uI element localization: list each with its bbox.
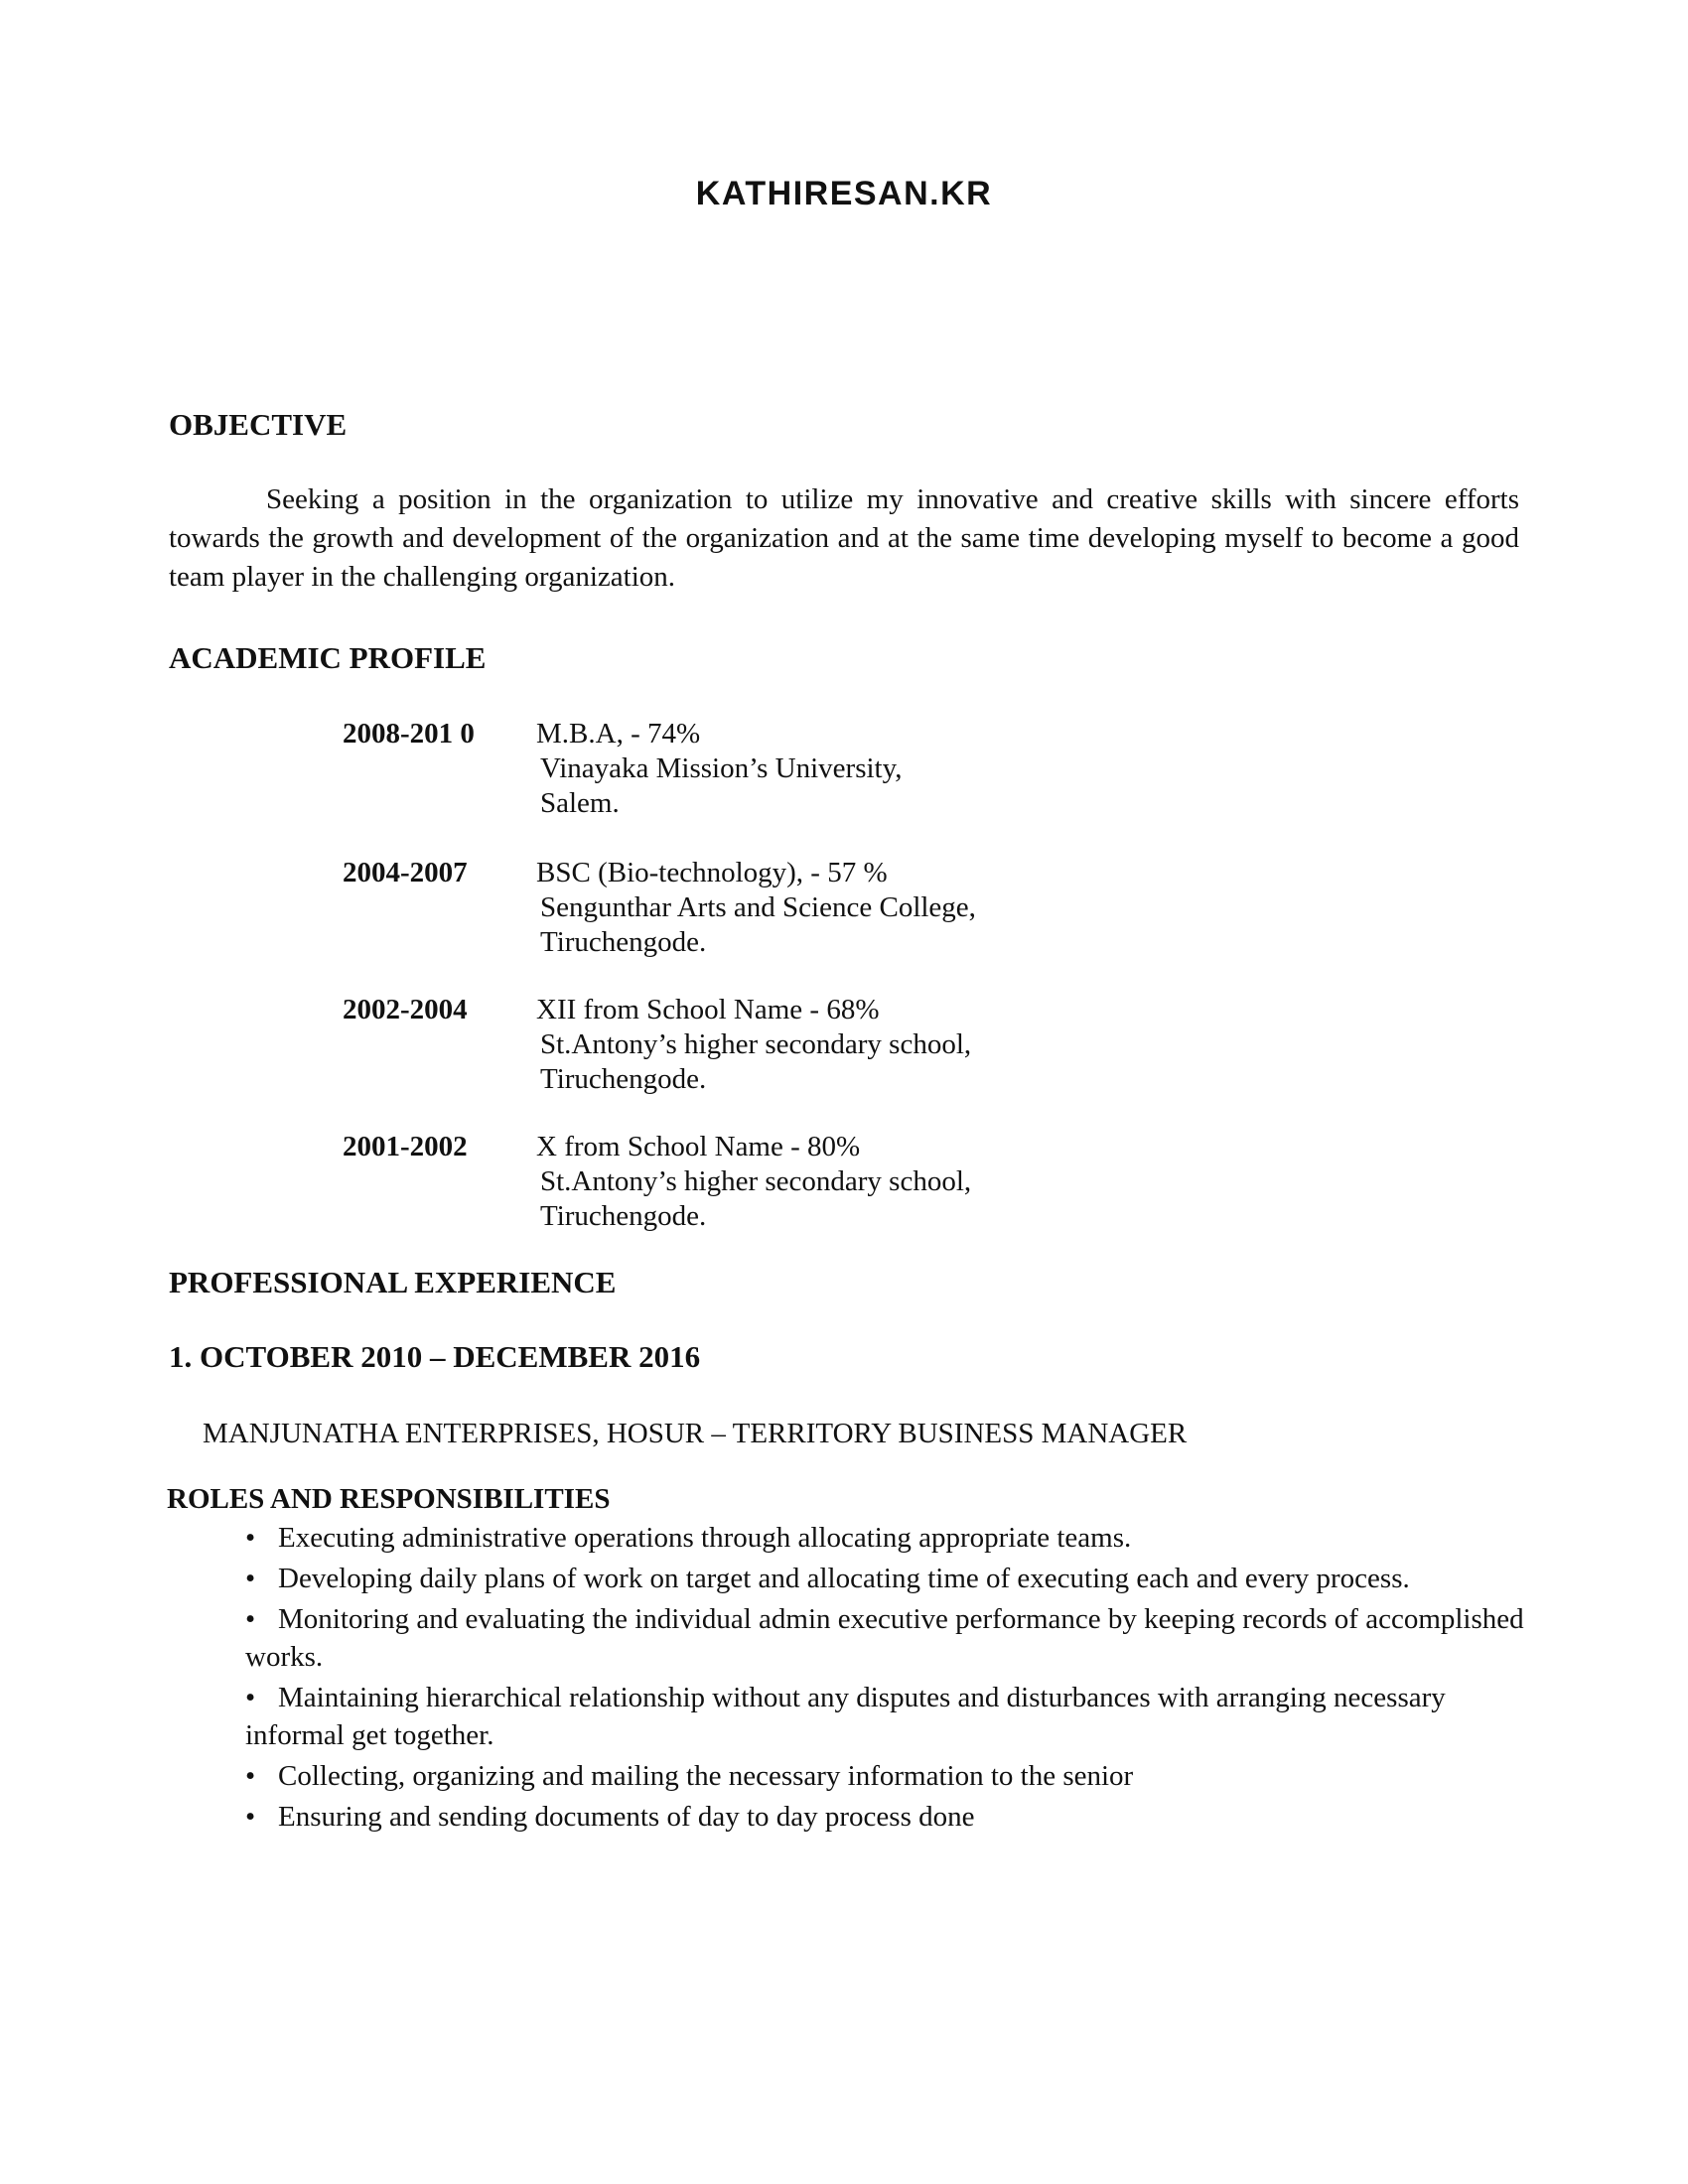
academic-details xyxy=(536,856,976,960)
academic-degree: X from School Name - 80% xyxy=(536,1131,861,1162)
academic-degree: BSC (Bio-technology), - 57 % xyxy=(536,857,888,888)
experience-period: 1. OCTOBER 2010 – DECEMBER 2016 xyxy=(169,1339,701,1374)
academic-degree: XII from School Name - 68% xyxy=(536,994,880,1025)
academic-details xyxy=(536,1130,971,1234)
bullet-icon: • xyxy=(245,1603,256,1635)
academic-institution: St.Antony’s higher secondary school, xyxy=(540,1028,972,1060)
objective-text xyxy=(169,480,1519,597)
academic-details xyxy=(536,993,971,1097)
academic-years: 2004-2007 xyxy=(343,857,468,888)
academic-heading: ACADEMIC PROFILE xyxy=(169,640,487,675)
bullet-icon: • xyxy=(245,1522,256,1554)
academic-degree: M.B.A, - 74% xyxy=(536,718,701,750)
list-item xyxy=(245,1519,1536,1557)
academic-years: 2001-2002 xyxy=(343,1131,468,1162)
role-text: Monitoring and evaluating the individual admin executive performance by keeping records of accomplished works. xyxy=(245,1603,1524,1673)
role-text: Executing administrative operations through allocating appropriate teams. xyxy=(278,1522,1132,1554)
bullet-icon: • xyxy=(245,1801,256,1833)
academic-years: 2008-201 0 xyxy=(343,718,475,750)
list-item xyxy=(245,1560,1536,1597)
list-item xyxy=(245,1600,1536,1676)
academic-institution: Vinayaka Mission’s University, xyxy=(540,752,903,784)
company-title: MANJUNATHA ENTERPRISES, HOSUR – TERRITORY BUSINESS MANAGER xyxy=(203,1418,1188,1449)
academic-details xyxy=(536,717,902,821)
role-text: Developing daily plans of work on target and allocating time of executing each and every process. xyxy=(278,1563,1410,1594)
list-item xyxy=(245,1679,1536,1754)
academic-location: Salem. xyxy=(540,787,620,819)
roles-heading: ROLES AND RESPONSIBILITIES xyxy=(167,1483,611,1515)
academic-institution: St.Antony’s higher secondary school, xyxy=(540,1165,972,1197)
academic-location: Tiruchengode. xyxy=(540,926,707,958)
role-text: Maintaining hierarchical relationship without any disputes and disturbances with arranging necessary informal get together. xyxy=(245,1682,1446,1751)
list-item xyxy=(245,1798,1536,1836)
bullet-icon: • xyxy=(245,1682,256,1713)
candidate-name: KATHIRESAN.KR xyxy=(695,175,993,212)
objective-heading: OBJECTIVE xyxy=(169,407,348,442)
bullet-icon: • xyxy=(245,1563,256,1594)
academic-years: 2002-2004 xyxy=(343,994,468,1025)
academic-location: Tiruchengode. xyxy=(540,1063,707,1095)
experience-heading: PROFESSIONAL EXPERIENCE xyxy=(169,1265,617,1299)
objective-body: Seeking a position in the organization to utilize my innovative and creative skills with sincere efforts towards the growth and development of the organization and at the same time developing myself to become a good team player in the challenging organization. xyxy=(169,483,1519,593)
role-text: Collecting, organizing and mailing the necessary information to the senior xyxy=(278,1760,1134,1792)
list-item xyxy=(245,1757,1536,1795)
role-text: Ensuring and sending documents of day to day process done xyxy=(278,1801,975,1833)
academic-location: Tiruchengode. xyxy=(540,1200,707,1232)
roles-list xyxy=(245,1519,1536,1839)
academic-institution: Sengunthar Arts and Science College, xyxy=(540,891,976,923)
bullet-icon: • xyxy=(245,1760,256,1792)
